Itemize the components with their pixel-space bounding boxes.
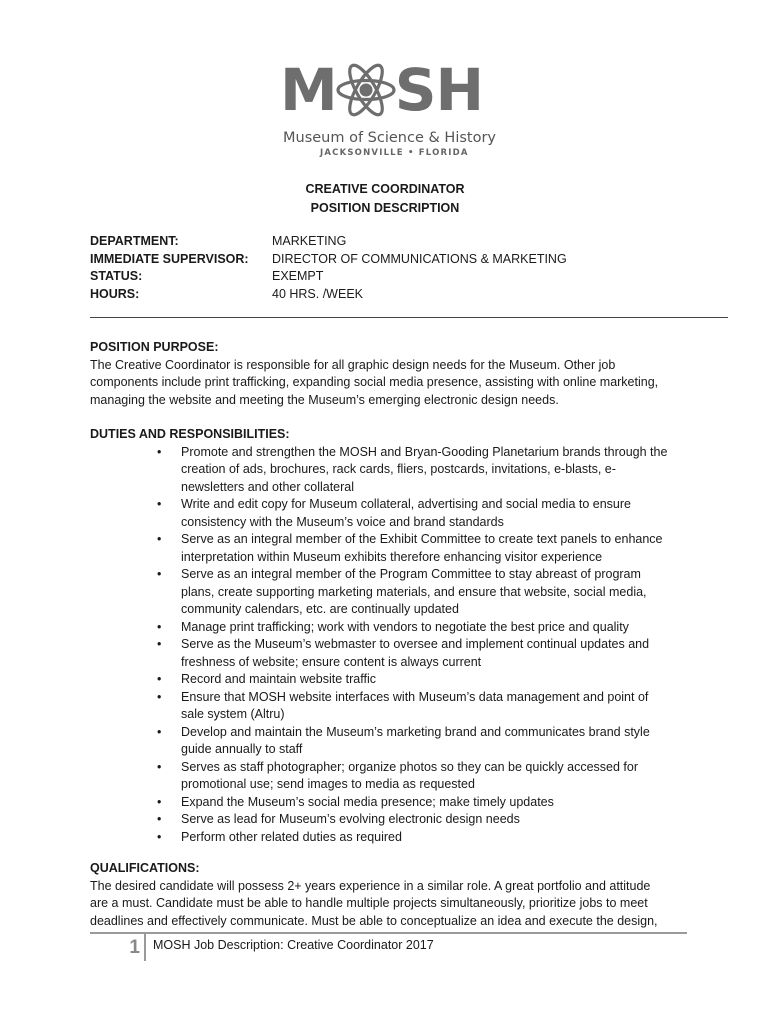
duties-heading: DUTIES AND RESPONSIBILITIES: xyxy=(90,427,290,441)
bullet-icon: • xyxy=(157,724,162,739)
duty-item xyxy=(90,794,690,812)
duty-line: Ensure that MOSH website interfaces with Museum’s data management and point of xyxy=(181,689,649,704)
duty-item xyxy=(90,671,690,689)
bullet-icon: • xyxy=(157,497,162,511)
duty-line: Serve as the Museum’s webmaster to oversee and implement continual updates and xyxy=(181,637,650,651)
meta-row xyxy=(90,251,567,269)
museum-location: JACKSONVILLE • FLORIDA xyxy=(320,148,469,158)
bullet-icon: • xyxy=(157,794,162,809)
meta-label: HOURS: xyxy=(90,286,140,301)
footer-rule xyxy=(90,932,687,934)
duty-line: Perform other related duties as required xyxy=(181,829,402,844)
duty-line: promotional use; send images to media as requested xyxy=(181,777,475,791)
purpose-line: components include print trafficking, expanding social media presence, assisting with online marketing, xyxy=(90,375,659,389)
bullet-icon: • xyxy=(157,689,162,704)
duty-line: interpretation within Museum exhibits therefore enhancing visitor experience xyxy=(181,549,603,564)
meta-value: DIRECTOR OF COMMUNICATIONS & MARKETING xyxy=(272,251,567,266)
bullet-icon: • xyxy=(157,444,162,459)
duty-item xyxy=(90,829,690,847)
duty-item xyxy=(90,531,690,566)
meta-label: STATUS: xyxy=(90,269,143,283)
duty-line: sale system (Altru) xyxy=(181,707,285,721)
duty-item xyxy=(90,724,690,759)
position-meta xyxy=(90,233,567,303)
duty-item xyxy=(90,566,690,619)
logo-letters-sh: SH xyxy=(394,56,484,124)
bullet-icon: • xyxy=(157,637,162,651)
meta-row xyxy=(90,286,567,304)
duty-line: Serves as staff photographer; organize photos so they can be quickly accessed for xyxy=(181,759,638,774)
museum-logo xyxy=(280,56,495,166)
qualifications-text xyxy=(90,878,690,931)
duty-line: freshness of website; ensure content is always current xyxy=(181,654,482,669)
position-purpose xyxy=(90,339,690,409)
qualification-line: are a must. Candidate must be able to handle multiple projects simultaneously, prioritize jobs to meet xyxy=(90,896,648,910)
duties-section xyxy=(90,426,690,846)
duty-line: guide annually to staff xyxy=(181,742,303,756)
duty-line: creation of ads, brochures, rack cards, fliers, postcards, invitations, e-blasts, e- xyxy=(181,462,616,476)
duty-line: Serve as an integral member of the Program Committee to stay abreast of program xyxy=(181,567,641,581)
meta-row xyxy=(90,233,567,251)
qualification-line: deadlines and effectively communicate. Must be able to conceptualize an idea and execute the design, xyxy=(90,913,658,928)
bullet-icon: • xyxy=(157,532,162,546)
meta-value: 40 HRS. /WEEK xyxy=(272,286,363,301)
bullet-icon: • xyxy=(157,672,162,686)
document-title xyxy=(0,180,770,218)
footer-text: MOSH Job Description: Creative Coordinator 2017 xyxy=(153,938,434,952)
duty-line: Manage print trafficking; work with vendors to negotiate the best price and quality xyxy=(181,619,629,634)
purpose-line: The Creative Coordinator is responsible for all graphic design needs for the Museum. Other job xyxy=(90,357,616,372)
meta-label: IMMEDIATE SUPERVISOR: xyxy=(90,251,249,266)
duty-item xyxy=(90,636,690,671)
qualification-line: The desired candidate will possess 2+ years experience in a similar role. A great portfolio and attitude xyxy=(90,878,651,893)
bullet-icon: • xyxy=(157,829,162,844)
title-line-1: CREATIVE COORDINATOR xyxy=(305,182,465,196)
duty-item xyxy=(90,759,690,794)
duty-line: Write and edit copy for Museum collateral, advertising and social media to ensure xyxy=(181,497,631,511)
footer-separator xyxy=(144,934,146,961)
duty-line: consistency with the Museum’s voice and brand standards xyxy=(181,514,504,529)
duty-line: community calendars, etc. are continually updated xyxy=(181,602,459,616)
bullet-icon: • xyxy=(157,567,162,581)
qualifications-section xyxy=(90,860,690,930)
purpose-line: managing the website and meeting the Museum’s emerging electronic design needs. xyxy=(90,392,559,407)
divider xyxy=(90,317,728,318)
bullet-icon: • xyxy=(157,812,162,826)
logo-letter-m: M xyxy=(280,56,337,124)
museum-name: Museum of Science & History xyxy=(283,130,497,146)
bullet-icon: • xyxy=(157,619,162,634)
atom-icon xyxy=(335,56,397,124)
duty-line: Promote and strengthen the MOSH and Bryan-Gooding Planetarium brands through the xyxy=(181,444,668,459)
meta-value: MARKETING xyxy=(272,234,347,248)
duty-item xyxy=(90,496,690,531)
duty-line: newsletters and other collateral xyxy=(181,479,355,494)
meta-value: EXEMPT xyxy=(272,269,324,283)
bullet-icon: • xyxy=(157,759,162,774)
purpose-text xyxy=(90,357,690,410)
duty-line: Serve as lead for Museum’s evolving electronic design needs xyxy=(181,812,520,826)
title-line-2: POSITION DESCRIPTION xyxy=(310,201,460,215)
page-number: 1 xyxy=(129,937,140,958)
duties-list xyxy=(90,444,690,847)
duty-line: Develop and maintain the Museum’s marketing brand and communicates brand style xyxy=(181,724,650,739)
duty-item xyxy=(90,811,690,829)
duty-item xyxy=(90,444,690,497)
duty-line: Serve as an integral member of the Exhibit Committee to create text panels to enhance xyxy=(181,532,663,546)
duty-item xyxy=(90,689,690,724)
duty-line: Record and maintain website traffic xyxy=(181,672,377,686)
duty-line: Expand the Museum’s social media presence; make timely updates xyxy=(181,794,554,809)
qualifications-heading: QUALIFICATIONS: xyxy=(90,861,200,875)
duty-line: plans, create supporting marketing materials, and ensure that website, social media, xyxy=(181,584,647,599)
duty-item xyxy=(90,619,690,637)
purpose-heading: POSITION PURPOSE: xyxy=(90,340,219,354)
meta-row xyxy=(90,268,567,286)
meta-label: DEPARTMENT: xyxy=(90,234,179,248)
